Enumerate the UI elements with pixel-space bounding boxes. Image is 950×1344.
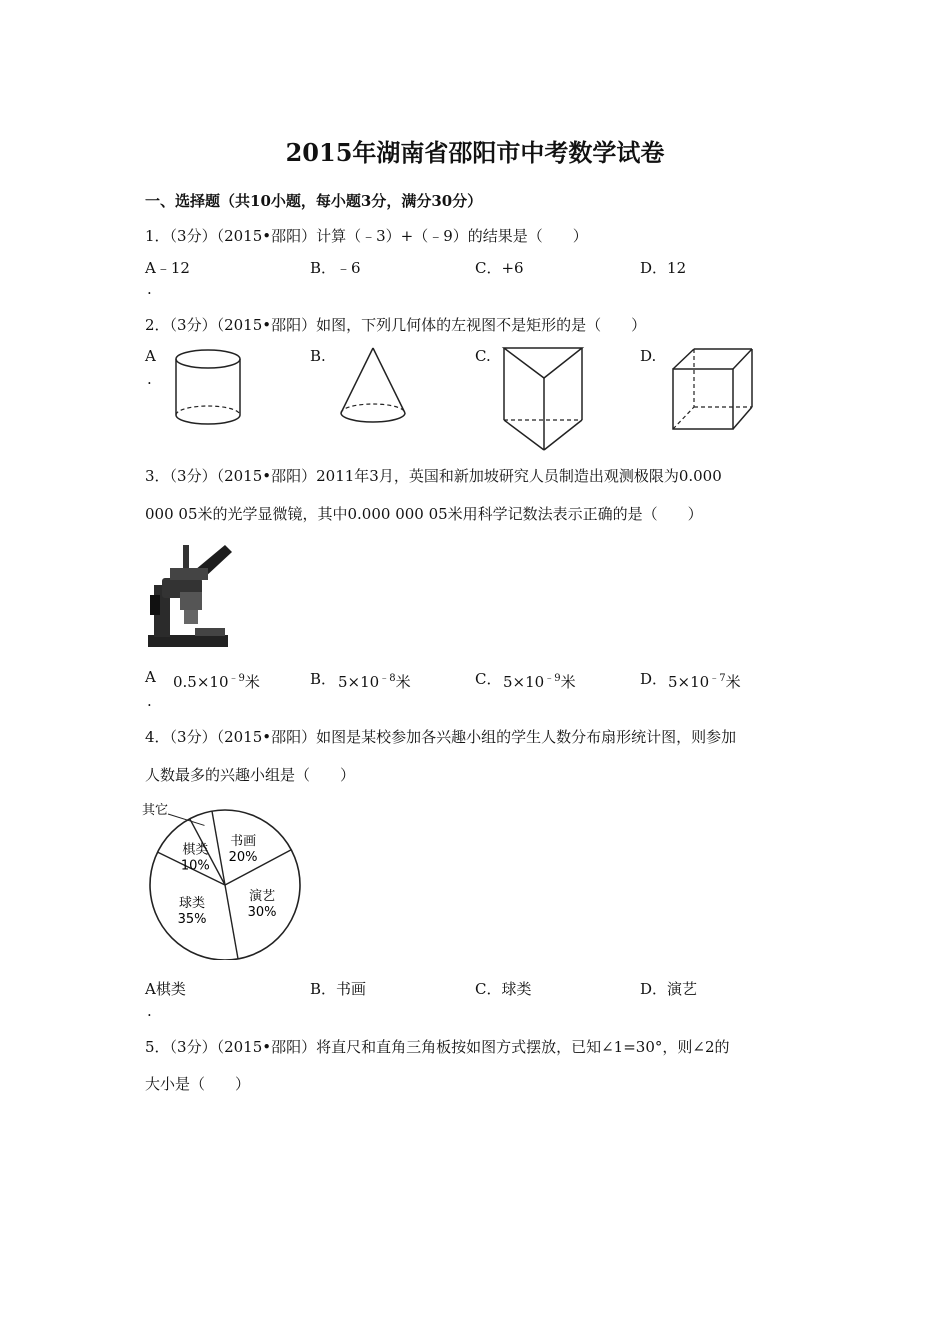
pie-value-2: 35% [177,911,207,927]
q3-option-a: $0.5\times 10^{﹣9}$米 [173,673,260,691]
q1-option-a: A﹣12 [145,259,190,277]
pie-chart [140,800,310,960]
triangular-prism-figure [500,345,590,455]
question-5-line-1: 5．（3分）（2015•邵阳）将直尺和直角三角板按如图方式摆放，已知∠1=30°，则∠2的 [145,1038,730,1056]
pie-label-0: 书画 [230,833,257,849]
cube-figure [668,345,758,435]
q3-option-d: $5\times 10^{﹣7}$米 [668,673,741,691]
pie-label-1: 演艺 [249,889,276,905]
question-5-line-2: 大小是（ ） [145,1075,251,1093]
microscope-image [140,540,240,655]
q4-option-d: D．演艺 [640,980,698,998]
q1-option-c: C．+6 [475,259,524,277]
q4-option-a: A棋类 [145,980,186,998]
pie-label-3: 棋类 [182,842,209,858]
q2-label-a: A [145,347,156,365]
q1-option-b: B．﹣6 [310,259,361,277]
cone-figure [335,345,415,430]
q2-label-b: B. [310,347,326,365]
q3-label-b: B． [310,670,337,688]
q2-dot: . [147,370,152,388]
pie-value-0: 20% [228,849,258,865]
section-heading: 一、选择题（共10小题，每小题3分，满分30分） [145,192,483,210]
q2-label-c: C. [475,347,491,365]
question-3-line-2: 000 05米的光学显微镜，其中0.000 000 05米用科学记数法表示正确的是（ ） [145,505,703,523]
pie-label-2: 球类 [179,895,206,911]
pie-value-1: 30% [247,905,277,921]
q4-dot: . [147,1002,152,1020]
page-title: 2015年湖南省邵阳市中考数学试卷 [285,138,665,167]
question-2-text: 2．（3分）（2015•邵阳）如图，下列几何体的左视图不是矩形的是（ ） [145,316,647,334]
q1-option-d: D．12 [640,259,687,277]
q3-label-a: A [145,668,156,686]
q4-option-b: B．书画 [310,980,367,998]
q4-option-c: C．球类 [475,980,532,998]
q3-dot: . [147,692,152,710]
question-4-line-1: 4．（3分）（2015•邵阳）如图是某校参加各兴趣小组的学生人数分布扇形统计图，则参加 [145,728,737,746]
q1-dot: . [147,280,152,298]
q3-label-d: D． [640,670,668,688]
q3-option-b: $5\times 10^{﹣8}$米 [338,673,411,691]
question-4-line-2: 人数最多的兴趣小组是（ ） [145,766,356,784]
q2-label-d: D. [640,347,657,365]
question-3-line-1: 3．（3分）（2015•邵阳）2011年3月，英国和新加坡研究人员制造出观测极限为0.000 [145,467,722,485]
q3-option-c: $5\times 10^{﹣9}$米 [503,673,576,691]
cylinder-figure [170,345,250,435]
q3-label-c: C． [475,670,502,688]
pie-label-4: 其它 [142,803,169,818]
pie-value-3: 10% [180,858,210,874]
question-1-text: 1．（3分）（2015•邵阳）计算（﹣3）+（﹣9）的结果是（ ） [145,227,588,245]
